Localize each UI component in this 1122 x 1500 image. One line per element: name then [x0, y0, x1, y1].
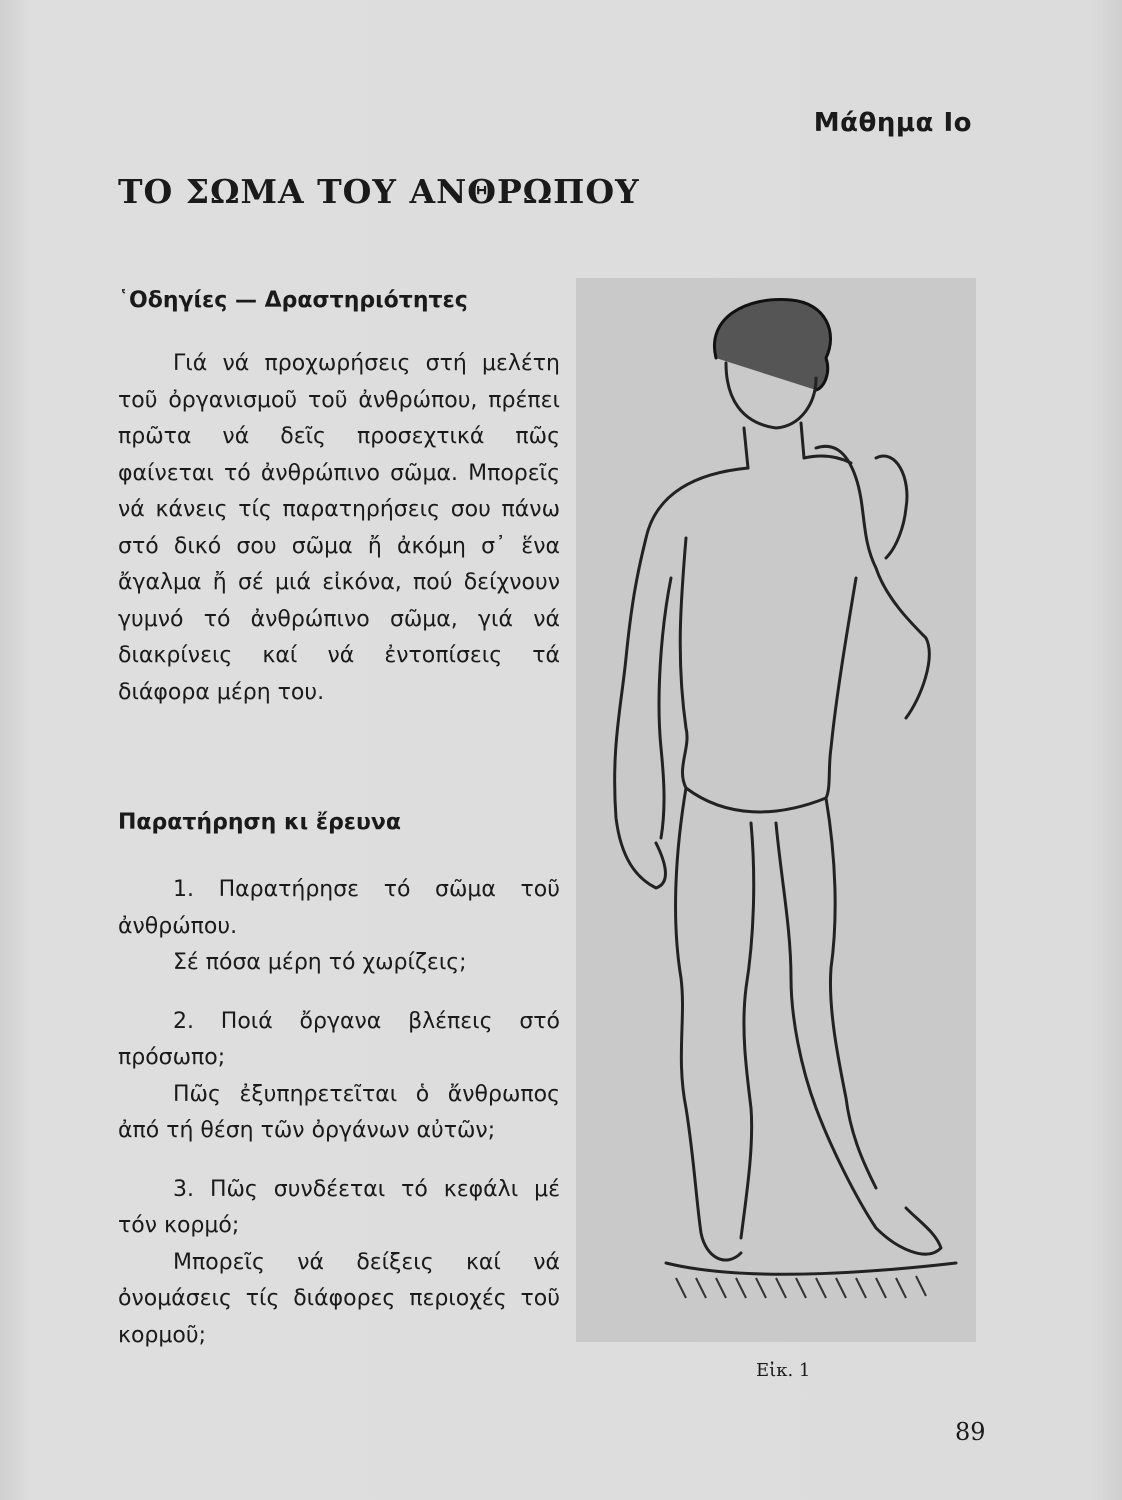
question-3-sub: Μπορεῖς νά δείξεις καί νά ὀνομάσεις τίς διάφορες περιοχές τοῦ κορμοῦ;: [118, 1249, 560, 1348]
instructions-text: Γιά νά προχωρήσεις στή μελέτη τοῦ ὀργανισμοῦ τοῦ ἀνθρώπου, πρέπει πρῶτα νά δεῖς προσεχτικά πῶς φαίνεται τό ἀνθρώπινο σῶμα. Μπορεῖς νά κάνεις τίς παρατηρήσεις σου πάνω στό δικό σου σῶμα ἤ ἀκόμη σ᾿ ἕνα ἄγαλμα ἤ σέ μιά εἰκόνα, πού δείχνουν γυμνό τό ἀνθρώπινο σῶμα, γιά νά διακρίνεις καί νά ἐντοπίσεις τά διάφορα μέρη του.: [118, 351, 560, 705]
question-3: 3. Πῶς συνδέεται τό κεφάλι μέ τόν κορμό;: [118, 1176, 560, 1238]
question-1-sub: Σέ πόσα μέρη τό χωρίζεις;: [173, 950, 467, 975]
questions-block: [118, 872, 560, 1354]
section-heading-instructions: ῾Οδηγίες — Δραστηριότητες: [118, 288, 468, 313]
statue-figure: [576, 278, 976, 1342]
section-heading-observation: Παρατήρηση κι ἔρευνα: [118, 810, 402, 835]
page-title: ΤΟ ΣΩΜΑ ΤΟΥ ΑΝΘΡΩΠΟΥ: [118, 172, 640, 211]
question-1: 1. Παρατήρησε τό σῶμα τοῦ ἀνθρώπου.: [118, 877, 560, 939]
figure-caption: Εἰκ. 1: [756, 1360, 811, 1381]
question-2: 2. Ποιά ὄργανα βλέπεις στό πρόσωπο;: [118, 1008, 560, 1070]
lesson-label: Μάθημα Ιο: [813, 108, 972, 138]
instructions-paragraph: [118, 346, 560, 711]
statue-illustration-icon: [576, 278, 976, 1342]
page-number: 89: [955, 1418, 986, 1446]
question-2-sub: Πῶς ἐξυπηρετεῖται ὁ ἄνθρωπος ἀπό τή θέση τῶν ὀργάνων αὐτῶν;: [118, 1081, 560, 1143]
